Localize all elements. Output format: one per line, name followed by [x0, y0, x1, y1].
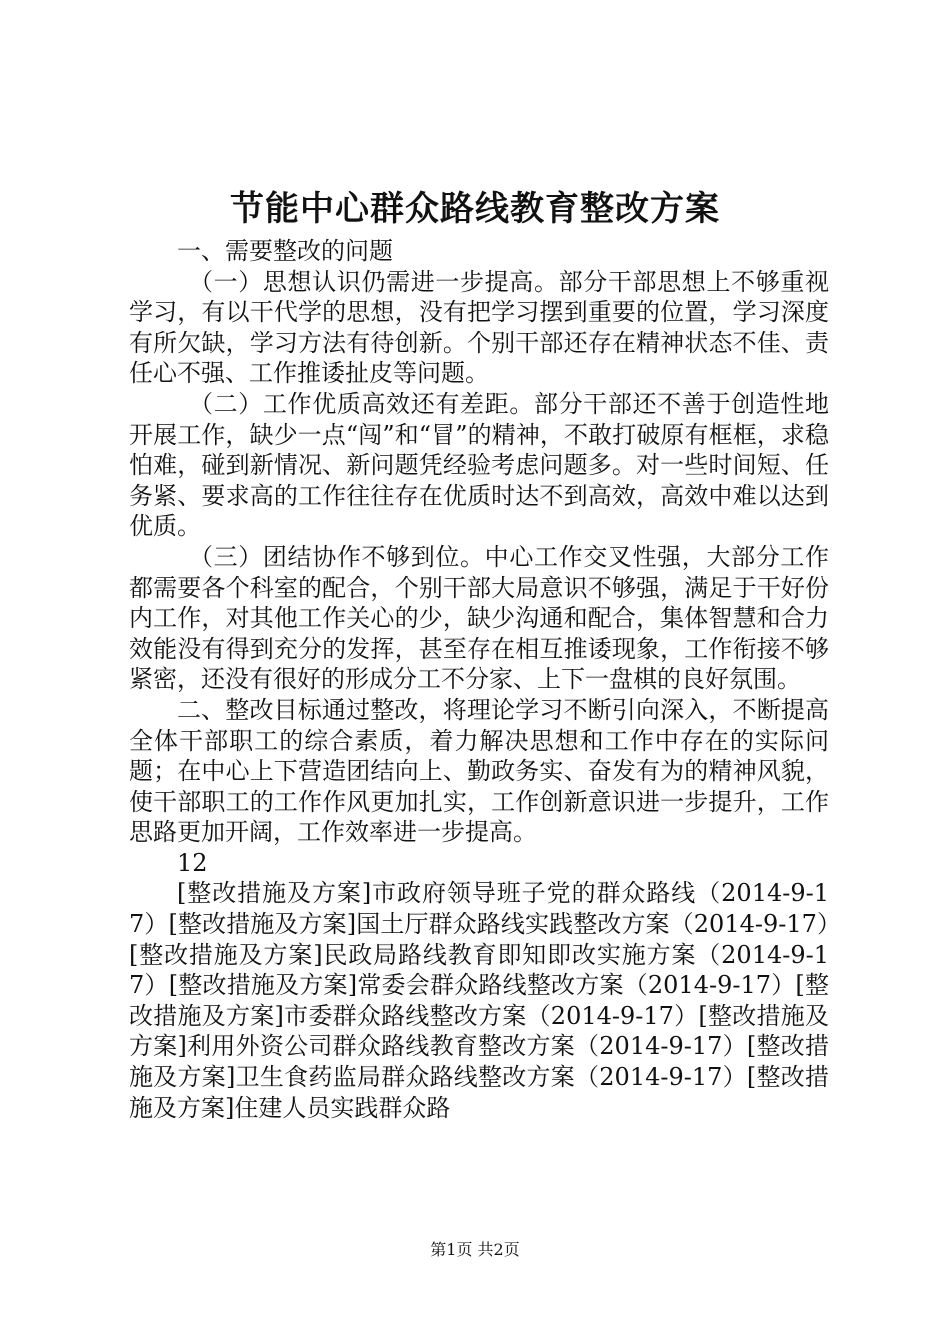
- paragraph-goals: 二、整改目标通过整改，将理论学习不断引向深入，不断提高全体干部职工的综合素质，着力解决思想和工作中存在的实际问题；在中心上下营造团结向上、勤政务实、奋发有为的精神风貌，使干部职工的工作作风更加扎实，工作创新意识进一步提升，工作思路更加开阔，工作效率进一步提高。: [129, 695, 829, 847]
- document-title: 节能中心群众路线教育整改方案: [230, 189, 720, 229]
- paragraph-work-quality: （二）工作优质高效还有差距。部分干部还不善于创造性地开展工作，缺少一点“闯”和“冒”的精神，不敢打破原有框框，求稳怕难，碰到新情况、新问题凭经验考虑问题多。对一些时间短、任务紧、要求高的工作往往存在优质时达不到高效，高效中难以达到优质。: [129, 389, 829, 541]
- paragraph-teamwork: （三）团结协作不够到位。中心工作交叉性强，大部分工作都需要各个科室的配合，个别干部大局意识不够强，满足于干好份内工作，对其他工作关心的少，缺少沟通和配合，集体智慧和合力效能没有得到充分的发挥，甚至存在相互推诿现象，工作衔接不够紧密，还没有很好的形成分工不分家、上下一盘棋的良好氛围。: [129, 542, 829, 694]
- document-body: [129, 236, 829, 1123]
- section-heading-problems: 一、需要整改的问题: [177, 237, 393, 265]
- paragraph-related-links: [整改措施及方案]市政府领导班子党的群众路线（2014-9-17）[整改措施及方案]国土厅群众路线实践整改方案（2014-9-17）[整改措施及方案]民政局路线教育即知即改实施方案（2014-9-17）[整改措施及方案]常委会群众路线整改方案（2014-9-17）[整改措施及方案]市委群众路线整改方案（2014-9-17）[整改措施及方案]利用外资公司群众路线教育整改方案（2014-9-17）[整改措施及方案]卫生食药监局群众路线整改方案（2014-9-17）[整改措施及方案]住建人员实践群众路: [129, 879, 829, 1122]
- page-footer: 第1页 共2页: [430, 1240, 520, 1259]
- paragraph-thinking: （一）思想认识仍需进一步提高。部分干部思想上不够重视学习，有以干代学的思想，没有把学习摆到重要的位置，学习深度有所欠缺，学习方法有待创新。个别干部还存在精神状态不佳、责任心不强、工作推诿扯皮等问题。: [129, 267, 829, 388]
- paragraph-number: 12: [177, 848, 208, 877]
